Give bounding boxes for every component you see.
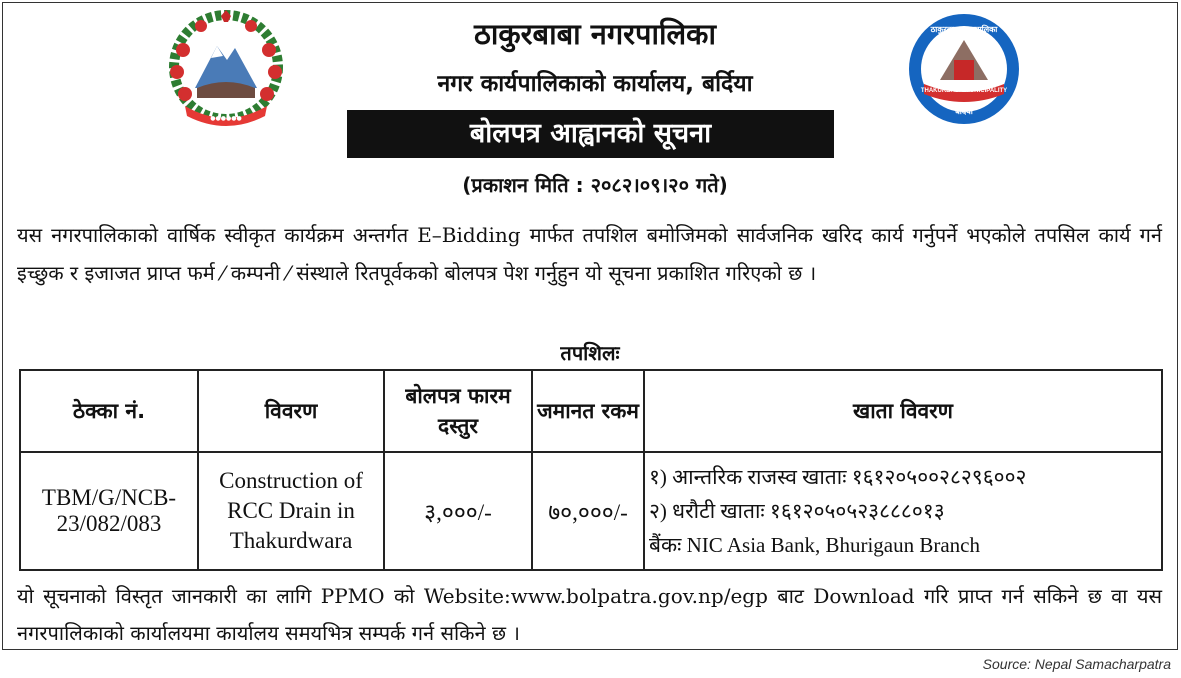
revenue-account: १) आन्तरिक राजस्व खाताः १६१२०५००२८२९६००२: [649, 465, 1027, 489]
col-header-security: जमानत रकम: [532, 370, 644, 452]
bank-name: बैंकः NIC Asia Bank, Bhurigaun Branch: [649, 533, 980, 557]
intro-paragraph: यस नगरपालिकाको वार्षिक स्वीकृत कार्यक्रम अन्तर्गत E–Bidding मार्फत तपशिल बमोजिमको सार्वजनिक खरिद कार्य गर्नुपर्ने भएकोले तपसिल कार्य गर्न इच्छुक र इजाजत प्राप्त फर्म ⁄ कम्पनी ⁄ संस्थाले रितपूर्वकको बोलपत्र पेश गर्नुहुन यो सूचना प्रकाशित गरिएको छ ।: [17, 223, 1162, 285]
municipality-title: ठाकुरबाबा नगरपालिका: [474, 17, 716, 51]
office-subtitle: नगर कार्यपालिकाको कार्यालय, बर्दिया: [437, 71, 753, 97]
description-cell: Construction of RCC Drain in Thakurdwara: [198, 452, 384, 570]
footer-paragraph: यो सूचनाको विस्तृत जानकारी का लागि PPMO को Website:www.bolpatra.gov.np/egp बाट Download गरि प्राप्त गर्न सकिने छ वा यस नगरपालिकाको कार्यालयमा कार्यालय समयभित्र सम्पर्क गर्न सकिने छ ।: [17, 584, 1162, 645]
col-header-contract-no: ठेक्का नं.: [20, 370, 198, 452]
col-header-form-fee: बोलपत्र फारम दस्तुर: [384, 370, 532, 452]
deposit-account: २) धरौटी खाताः १६१२०५०५२३८८८०१३: [649, 499, 945, 523]
col-header-account: खाता विवरण: [644, 370, 1162, 452]
logo-top-text: ठाकुरबाबा नगरपालिका: [930, 25, 998, 34]
nepal-government-emblem: [165, 10, 287, 128]
svg-text:●●●●●●: ●●●●●●: [210, 115, 242, 122]
tapashil-heading: तपशिलः: [560, 341, 620, 365]
account-cell: [644, 452, 1162, 570]
bid-table: [19, 369, 1163, 571]
thakurbaba-municipality-logo: [904, 10, 1024, 128]
form-fee-cell: ३,०००/-: [384, 452, 532, 570]
security-cell: ७०,०००/-: [532, 452, 644, 570]
logo-band-text: THAKURBABA MUNICIPALITY: [920, 88, 1008, 94]
publication-date: (प्रकाशन मिति : २०८२।०९।२० गते): [462, 173, 728, 197]
table-row: [20, 452, 1162, 570]
table-header-row: [20, 370, 1162, 452]
logo-bottom-text: बर्दिया: [955, 107, 973, 116]
contract-no-cell: TBM/G/NCB-23/082/083: [20, 452, 198, 570]
col-header-description: विवरण: [198, 370, 384, 452]
notice-title: बोलपत्र आह्वानको सूचना: [347, 110, 834, 158]
source-credit: Source: Nepal Samacharpatra: [982, 656, 1171, 672]
